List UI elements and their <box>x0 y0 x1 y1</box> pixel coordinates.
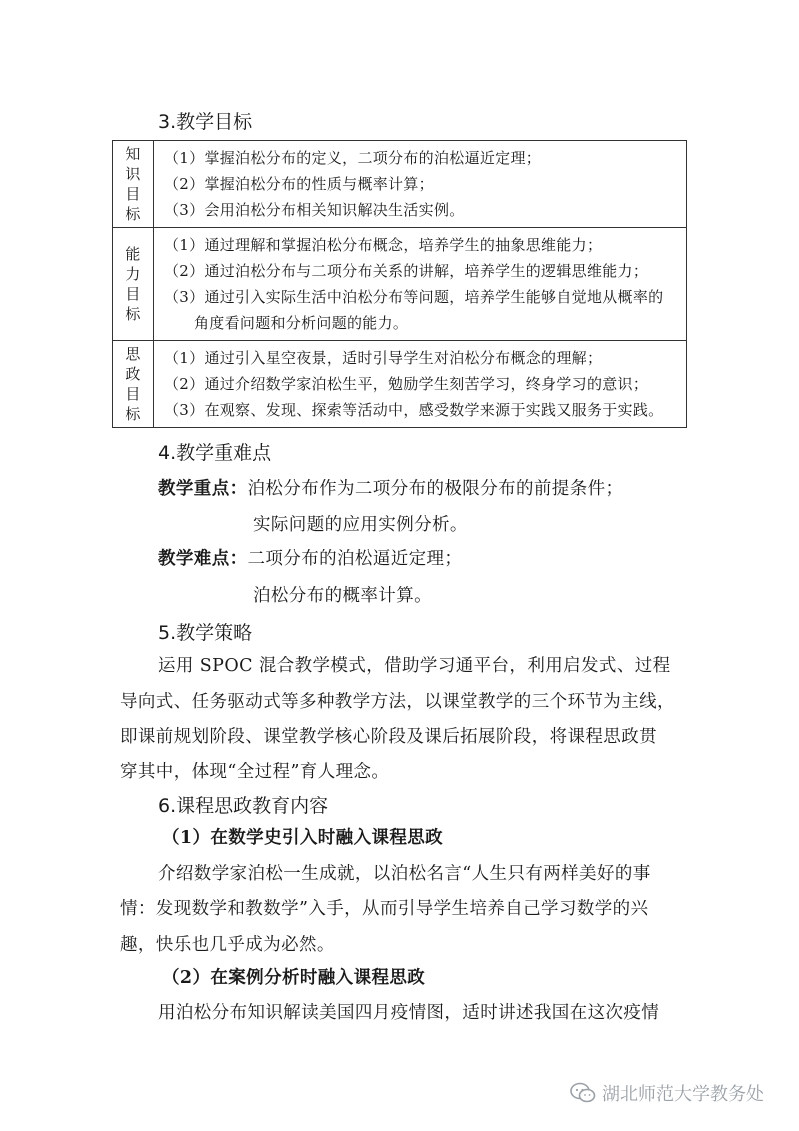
section-heading-goals: 3.教学目标 <box>158 111 253 133</box>
goal-row-ideology <box>113 341 687 428</box>
goal-item: （3）在观察、发现、探索等活动中，感受数学来源于实践又服务于实践。 <box>164 401 664 419</box>
goal-item: （2）通过泊松分布与二项分布关系的讲解，培养学生的逻辑思维能力； <box>164 262 649 280</box>
paragraph-line: 介绍数学家泊松一生成就，以泊松名言“人生只有两样美好的事 <box>158 864 651 884</box>
strategy-line: 运用 SPOC 混合教学模式，借助学习通平台，利用启发式、过程 <box>158 656 671 676</box>
goal-item: （1）通过理解和掌握泊松分布概念，培养学生的抽象思维能力； <box>164 236 603 254</box>
subheading-history: （1）在数学史引入时融入课程思政 <box>162 828 444 848</box>
section-heading-strategy: 5.教学策略 <box>158 622 253 644</box>
goal-item: （2）掌握泊松分布的性质与概率计算； <box>164 175 434 193</box>
goal-row-knowledge <box>113 141 687 228</box>
paragraph-line: 用泊松分布知识解读美国四月疫情图，适时讲述我国在这次疫情 <box>158 1003 660 1023</box>
key-point-line-2: 实际问题的应用实例分析。 <box>253 515 468 535</box>
section-heading-ideology: 6.课程思政教育内容 <box>158 795 329 817</box>
goal-row-ability <box>113 228 687 341</box>
teaching-goals-table <box>112 140 687 428</box>
strategy-line: 穿其中，体现“全过程”育人理念。 <box>120 762 390 782</box>
strategy-line: 导向式、任务驱动式等多种教学方法，以课堂教学的三个环节为主线， <box>120 692 675 712</box>
key-point-line: 教学重点：泊松分布作为二项分布的极限分布的前提条件； <box>158 479 624 499</box>
goal-category-ideology: 思 政 目 标 <box>113 341 154 428</box>
wechat-icon <box>570 1082 596 1104</box>
goal-item-continuation: 角度看问题和分析问题的能力。 <box>194 314 409 332</box>
goal-category-knowledge: 知 识 目 标 <box>113 141 154 228</box>
goal-item: （3）通过引入实际生活中泊松分布等问题，培养学生能够自觉地从概率的 <box>164 288 664 306</box>
goal-category-ability: 能 力 目 标 <box>113 228 154 341</box>
difficulty-label: 教学难点： <box>158 549 248 569</box>
watermark <box>570 1080 764 1106</box>
goal-item: （1）通过引入星空夜景，适时引导学生对泊松分布概念的理解； <box>164 349 603 367</box>
subheading-case: （2）在案例分析时融入课程思政 <box>162 968 426 988</box>
difficulty-line-2: 泊松分布的概率计算。 <box>253 586 432 606</box>
watermark-text: 湖北师范大学教务处 <box>602 1084 764 1105</box>
goal-item: （2）通过介绍数学家泊松生平，勉励学生刻苦学习，终身学习的意识； <box>164 375 649 393</box>
key-point-label: 教学重点： <box>158 479 248 499</box>
paragraph-line: 趣，快乐也几乎成为必然。 <box>120 935 335 955</box>
strategy-line: 即课前规划阶段、课堂教学核心阶段及课后拓展阶段，将课程思政贯 <box>120 727 657 747</box>
difficulty-line: 教学难点：二项分布的泊松逼近定理； <box>158 549 463 569</box>
goal-item: （3）会用泊松分布相关知识解决生活实例。 <box>164 201 465 219</box>
section-heading-keypoints: 4.教学重难点 <box>158 442 272 464</box>
paragraph-line: 情：发现数学和教数学”入手，从而引导学生培养自己学习数学的兴 <box>120 899 649 919</box>
goal-item: （1）掌握泊松分布的定义，二项分布的泊松逼近定理； <box>164 149 542 167</box>
